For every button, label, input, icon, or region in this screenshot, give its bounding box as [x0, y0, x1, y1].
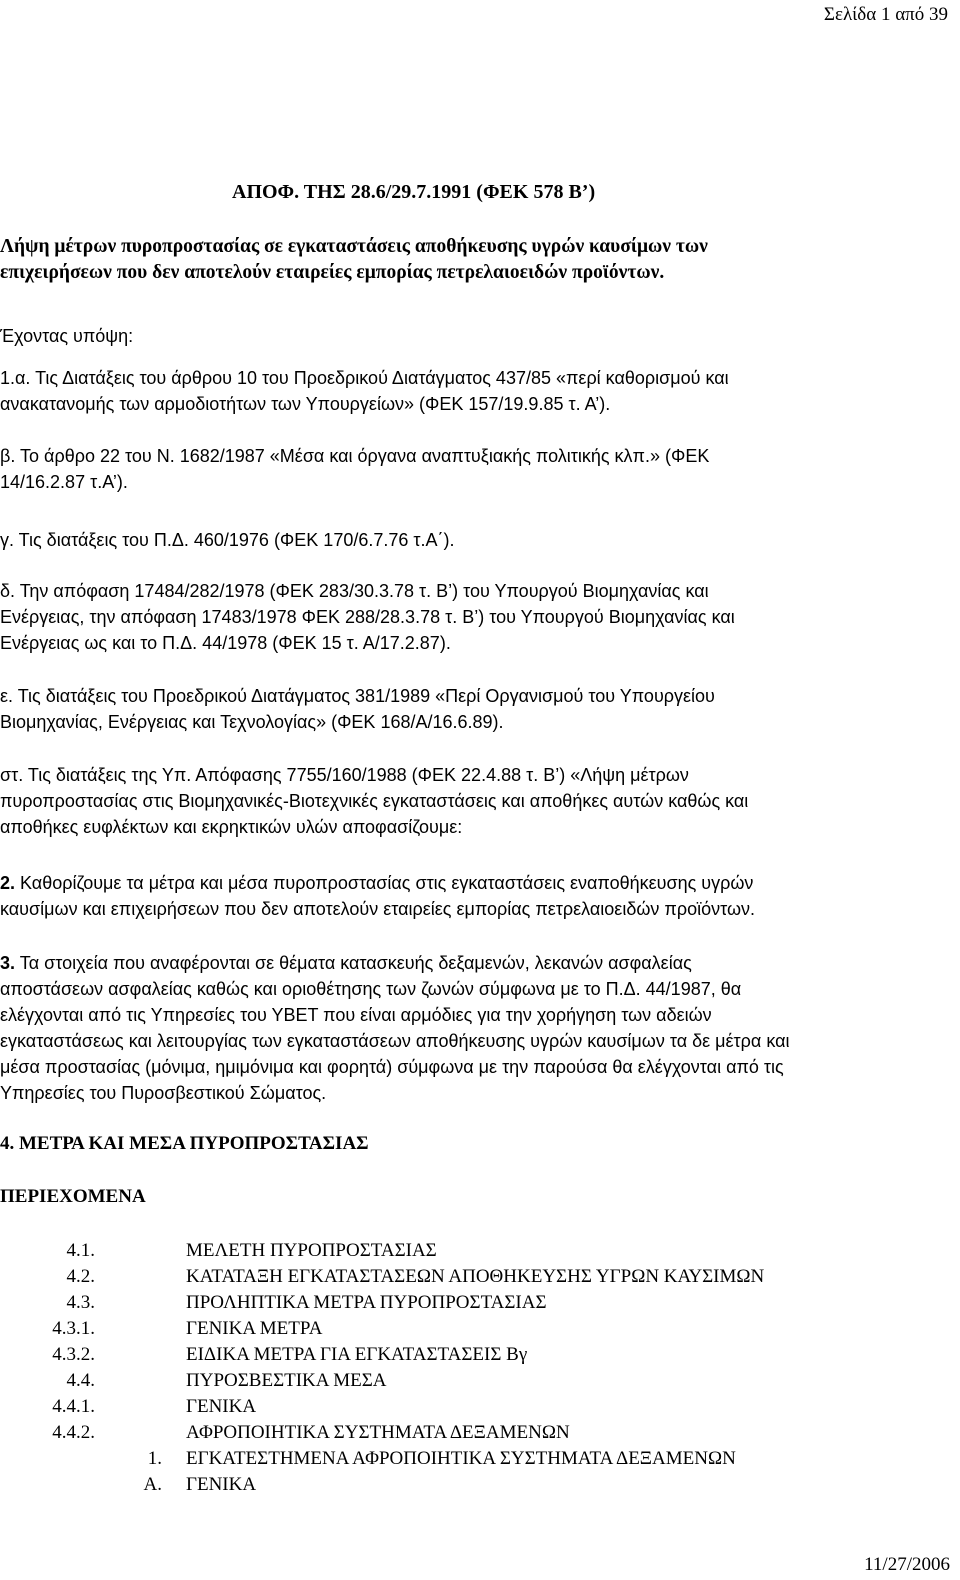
section-heading-4: 4. ΜΕΤΡΑ ΚΑΙ ΜΕΣΑ ΠΥΡΟΠΡΟΣΤΑΣΙΑΣ: [0, 1133, 369, 1154]
subject-line: Λήψη μέτρων πυροπροστασίας σε εγκαταστάσεις αποθήκευσης υγρών καυσίμων των: [0, 236, 708, 257]
toc-entry: [0, 1370, 960, 1396]
item-st: [0, 762, 748, 840]
item-d: [0, 578, 735, 656]
toc-entry: [0, 1344, 960, 1370]
item-line: πυροπροστασίας στις Βιομηχανικές-Βιοτεχνικές εγκαταστάσεις και αποθήκες αυτών καθώς και: [0, 791, 749, 811]
toc-title: ΚΑΤΑΤΑΞΗ ΕΓΚΑΤΑΣΤΑΣΕΩΝ ΑΠΟΘΗΚΕΥΣΗΣ ΥΓΡΩΝ ΚΑΥΣΙΜΩΝ: [186, 1266, 765, 1287]
toc-number: 4.4.2.: [52, 1422, 95, 1443]
item-c: [0, 527, 455, 553]
decision-line: αποστάσεων ασφαλείας καθώς και οριοθέτησης των ζωνών σύμφωνα με το Π.Δ. 44/1987, θα: [0, 979, 742, 999]
toc-number: 4.3.2.: [52, 1344, 95, 1365]
toc-entry: [0, 1422, 960, 1448]
toc-title: ΠΡΟΛΗΠΤΙΚΑ ΜΕΤΡΑ ΠΥΡΟΠΡΟΣΤΑΣΙΑΣ: [186, 1292, 547, 1313]
toc-entry: [0, 1240, 960, 1266]
item-line: 1.α. Τις Διατάξεις του άρθρου 10 του Προεδρικού Διατάγματος 437/85 «περί καθορισμού και: [0, 368, 729, 388]
toc-title: ΓΕΝΙΚΑ: [186, 1474, 257, 1495]
toc-title: ΕΙΔΙΚΑ ΜΕΤΡΑ ΓΙΑ ΕΓΚΑΤΑΣΤΑΣΕΙΣ Βγ: [186, 1344, 528, 1365]
decision-line: μέσα προστασίας (μόνιμα, ημιμόνιμα και φορητά) σύμφωνα με την παρούσα θα ελέγχονται από τις: [0, 1057, 784, 1077]
toc-number: 4.3.: [66, 1292, 95, 1313]
toc-title: ΠΥΡΟΣΒΕΣΤΙΚΑ ΜΕΣΑ: [186, 1370, 387, 1391]
decision-3: [0, 950, 790, 1106]
having-regard-label: Έχοντας υπόψη:: [0, 326, 134, 346]
toc-number: 1.: [147, 1448, 162, 1469]
item-line: στ. Τις διατάξεις της Υπ. Απόφασης 7755/160/1988 (ΦΕΚ 22.4.88 τ. Β’) «Λήψη μέτρων: [0, 765, 689, 785]
item-b: [0, 443, 709, 495]
item-line: Ενέργειας, την απόφαση 17483/1978 ΦΕΚ 288/28.3.78 τ. Β’) του Υπουργού Βιομηχανίας και: [0, 607, 735, 627]
item-line: αποθήκες ευφλέκτων και εκρηκτικών υλών αποφασίζουμε:: [0, 817, 463, 837]
toc-entry: [0, 1396, 960, 1422]
toc-entry: [0, 1318, 960, 1344]
item-e: [0, 683, 715, 735]
item-line: ε. Τις διατάξεις του Προεδρικού Διατάγματος 381/1989 «Περί Οργανισμού του Υπουργείου: [0, 686, 715, 706]
decision-number: 3.: [0, 953, 16, 973]
toc-title: ΓΕΝΙΚΑ: [186, 1396, 257, 1417]
item-line: ανακατανομής των αρμοδιοτήτων των Υπουργείων» (ΦΕΚ 157/19.9.85 τ. Α’).: [0, 394, 611, 414]
item-line: δ. Την απόφαση 17484/282/1978 (ΦΕΚ 283/30.3.78 τ. Β’) του Υπουργού Βιομηχανίας και: [0, 581, 709, 601]
decision-line: καυσίμων και επιχειρήσεων που δεν αποτελούν εταιρείες εμπορίας πετρελαιοειδών προϊόντων.: [0, 899, 755, 919]
decision-2: [0, 870, 755, 922]
decision-line: Καθορίζουμε τα μέτρα και μέσα πυροπροστασίας στις εγκαταστάσεις εναποθήκευσης υγρών: [15, 873, 754, 893]
decision-title: ΑΠΟΦ. ΤΗΣ 28.6/29.7.1991 (ΦΕΚ 578 Β’): [232, 181, 596, 203]
footer-date: 11/27/2006: [864, 1554, 950, 1575]
toc-title: ΕΓΚΑΤΕΣΤΗΜΕΝΑ ΑΦΡΟΠΟΙΗΤΙΚΑ ΣΥΣΤΗΜΑΤΑ ΔΕΞΑΜΕΝΩΝ: [186, 1448, 736, 1469]
item-line: Ενέργειας ως και το Π.Δ. 44/1978 (ΦΕΚ 15 τ. Α/17.2.87).: [0, 633, 451, 653]
decision-line: Τα στοιχεία που αναφέρονται σε θέματα κατασκευής δεξαμενών, λεκανών ασφαλείας: [15, 953, 692, 973]
toc-title: ΜΕΛΕΤΗ ΠΥΡΟΠΡΟΣΤΑΣΙΑΣ: [186, 1240, 437, 1261]
item-line: γ. Τις διατάξεις του Π.Δ. 460/1976 (ΦΕΚ 170/6.7.76 τ.Α΄).: [0, 530, 455, 550]
toc-number: 4.4.1.: [52, 1396, 95, 1417]
item-line: Βιομηχανίας, Ενέργειας και Τεχνολογίας» (ΦΕΚ 168/Α/16.6.89).: [0, 712, 504, 732]
toc-number: 4.2.: [66, 1266, 95, 1287]
decision-subject: [0, 234, 708, 286]
toc-entry: [0, 1448, 960, 1474]
toc-number: 4.4.: [66, 1370, 95, 1391]
toc-title: ΑΦΡΟΠΟΙΗΤΙΚΑ ΣΥΣΤΗΜΑΤΑ ΔΕΞΑΜΕΝΩΝ: [186, 1422, 570, 1443]
item-line: β. Το άρθρο 22 του Ν. 1682/1987 «Μέσα και όργανα αναπτυξιακής πολιτικής κλπ.» (ΦΕΚ: [0, 446, 710, 466]
toc-entry: [0, 1474, 960, 1500]
toc-entry: [0, 1266, 960, 1292]
toc-number: 4.1.: [66, 1240, 95, 1261]
item-line: 14/16.2.87 τ.Α’).: [0, 472, 128, 492]
subject-line: επιχειρήσεων που δεν αποτελούν εταιρείες εμπορίας πετρελαιοειδών προϊόντων.: [0, 262, 665, 283]
decision-number: 2.: [0, 873, 16, 893]
decision-line: ελέγχονται από τις Υπηρεσίες του ΥΒΕΤ που είναι αρμόδιες για την χορήγηση των αδειών: [0, 1005, 712, 1025]
decision-line: εγκαταστάσεως και λειτουργίας των εγκαταστάσεων αποθήκευσης υγρών καυσίμων τα δε μέτρα και: [0, 1031, 790, 1051]
toc-entry: [0, 1292, 960, 1318]
contents-heading: ΠΕΡΙΕΧΟΜΕΝΑ: [0, 1186, 146, 1207]
page-number: Σελίδα 1 από 39: [823, 4, 948, 25]
toc-number: Α.: [143, 1474, 162, 1495]
toc-title: ΓΕΝΙΚΑ ΜΕΤΡΑ: [186, 1318, 323, 1339]
item-a: [0, 365, 729, 417]
decision-line: Υπηρεσίες του Πυροσβεστικού Σώματος.: [0, 1083, 327, 1103]
toc-number: 4.3.1.: [52, 1318, 95, 1339]
